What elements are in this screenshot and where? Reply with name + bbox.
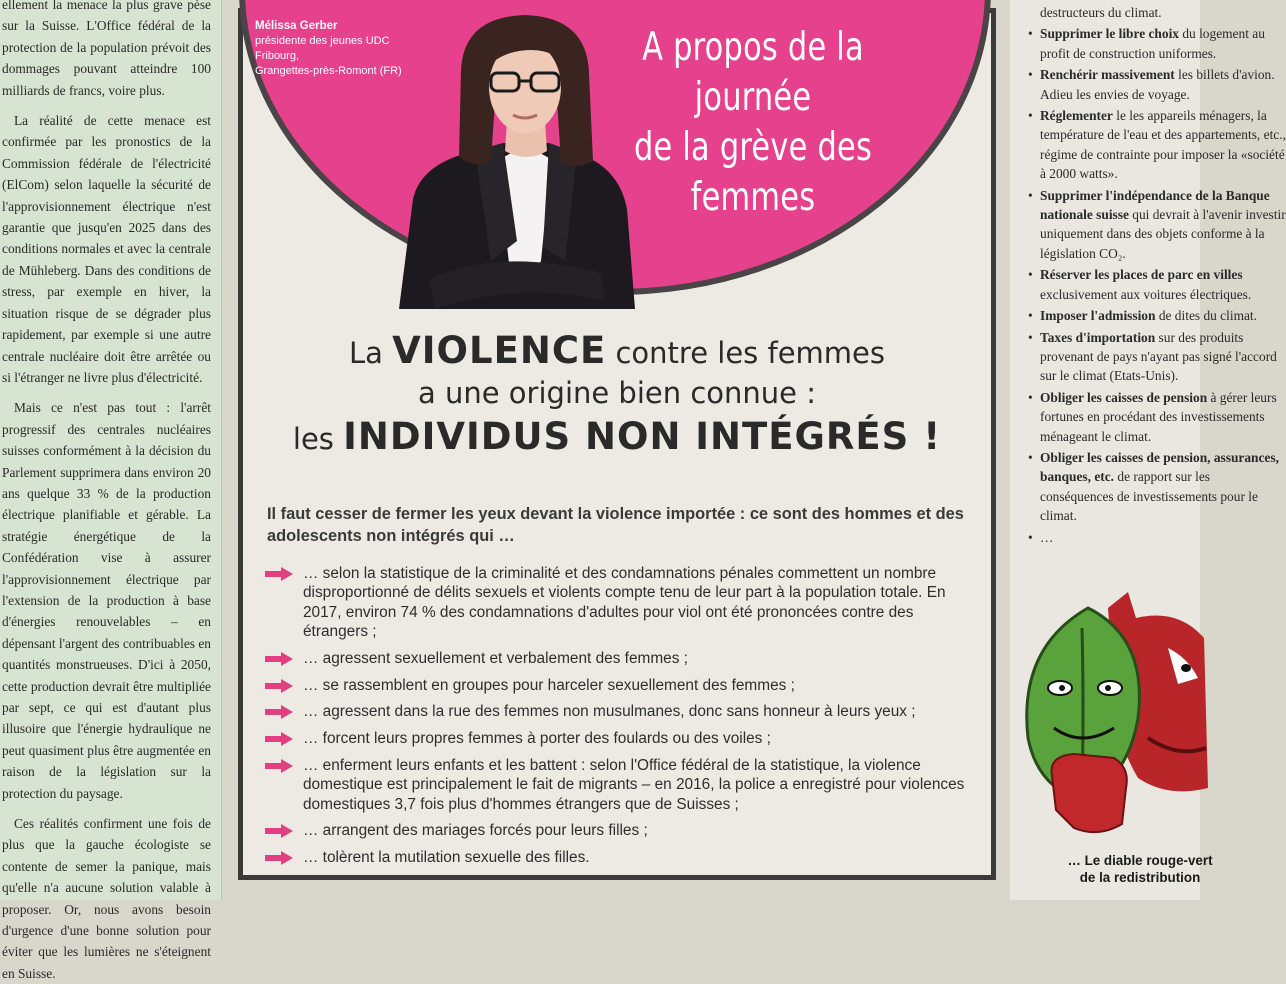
list-item: … arrangent des mariages forcés pour leurs filles ; [265, 821, 977, 840]
arrow-icon [265, 759, 293, 773]
author-role: présidente des jeunes UDC Fribourg, [255, 35, 390, 62]
arrow-icon [265, 652, 293, 666]
list-item: … agressent sexuellement et verbalement des femmes ; [265, 649, 977, 668]
banner-title: A propos de la journée de la grève des femmes [633, 25, 873, 220]
lead-paragraph: Il faut cesser de fermer les yeux devant la violence importée : ce sont des hommes et des adolescents non intégrés qui … [267, 505, 964, 545]
right-list-item: • Renchérir massivement les billets d'avion. Adieu les envies de voyage. [1026, 65, 1286, 104]
right-list-item: • Obliger les caisses de pension, assurances, banques, etc. de rapport sur les conséquences de investissements pour le climat. [1026, 448, 1286, 526]
left-paragraph: La réalité de cette menace est confirmée par les pronostics de la Commission fédérale de l'électricité (ElCom) selon laquelle la sécurité de l'approvisionnement électrique n'est garantie que jusqu'en 2025 dans des conditions normales et avec la centrale de Mühleberg. Dans des conditions de stress, par exemple en hiver, la situation risque de se dégrader plus rapidement, par exemple si une autre centrale nucléaire doit être arrêtée ou si l'étranger ne livre plus d'électricité. [2, 113, 211, 385]
right-list-item: destructeurs du climat. [1040, 5, 1162, 20]
author-location: Grangettes-près-Romont (FR) [255, 65, 402, 77]
arrow-icon [265, 824, 293, 838]
illustration-caption: … Le diable rouge-vert de la redistribution [1067, 853, 1213, 885]
list-item: … selon la statistique de la criminalité et des condamnations pénales commettent un nombre disproportionné de délits sexuels et violents compte tenu de leur part à la population totale. En 2017, environ 74 % des condamnations d'adultes pour viol ont été prononcées contre des étrangers ; [265, 564, 977, 642]
right-list-item: • Imposer l'admission de dites du climat. [1026, 306, 1286, 325]
article-box [238, 8, 996, 880]
left-text-column [0, 0, 222, 981]
right-text-column [1010, 0, 1286, 900]
arrow-icon [265, 851, 293, 865]
headline: La VIOLENCE contre les femmes a une origine bien connue : les INDIVIDUS NON INTÉGRÉS ! [292, 329, 942, 458]
right-list-item: • … [1026, 528, 1286, 547]
right-list-item: • Réserver les places de parc en villes exclusivement aux voitures électriques. [1026, 265, 1286, 304]
left-paragraph: ellement la menace la plus grave pèse sur la Suisse. L'Office fédéral de la protection de la population prévoit des dommages pouvant atteindre 100 milliards de francs, voire plus. [2, 0, 211, 98]
right-list [1026, 3, 1286, 547]
right-list-item: • Réglementer le les appareils ménagers, la température de l'eau et des appartements, etc., régime de contrainte pour imposer la «société à 2000 watts». [1026, 106, 1286, 184]
arrow-icon [265, 567, 293, 581]
list-item: … tolèrent la mutilation sexuelle des filles. [265, 848, 977, 867]
author-name: Mélissa Gerber [255, 20, 338, 32]
right-list-item: • Taxes d'importation sur des produits provenant de pays n'ayant pas signé l'accord sur le climat (Etats-Unis). [1026, 328, 1286, 386]
list-item: … forcent leurs propres femmes à porter des foulards ou des voiles ; [265, 729, 977, 748]
bullet-list [265, 564, 977, 875]
devil-illustration [1018, 588, 1208, 838]
left-paragraph: Ces réalités confirment une fois de plus que la gauche écologiste se contente de semer la panique, mais qu'elle n'a aucune solution valable à proposer. Or, nous avons besoin d'urgence d'une bonne solution pour éviter que les lumières ne s'éteignent en Suisse. [2, 816, 211, 981]
right-list-item: • Supprimer l'indépendance de la Banque nationale suisse qui devrait à l'avenir investir uniquement dans des objets conforme à la législation CO₂. [1026, 186, 1286, 264]
list-item: … se rassemblent en groupes pour harceler sexuellement des femmes ; [265, 676, 977, 695]
arrow-icon [265, 705, 293, 719]
list-item: … agressent dans la rue des femmes non musulmanes, donc sans honneur à leurs yeux ; [265, 702, 977, 721]
left-paragraph: Mais ce n'est pas tout : l'arrêt progressif des centrales nucléaires suisses conformément à la décision du Parlement supprimera dans environ 20 ans quelque 33 % de la production électrique planifiable et gérable. La stratégie énergétique de la Confédération vise à assurer l'approvisionnement électrique par l'extension de la production à base d'énergies renouvelables – en dépensant l'argent des contribuables en quantités monstrueuses. D'ici à 2050, cette production devrait être multipliée par sept, ce qui est d'autant plus illusoire que l'énergie hydraulique ne peut quasiment plus être augmentée en raison de la législation sur la protection du paysage. [2, 400, 211, 801]
list-item: … enferment leurs enfants et les battent : selon l'Office fédéral de la statistique, la violence domestique est principalement le fait de migrants – en 2016, la police a enregistré pour violences domestiques 3,7 fois plus d'hommes étrangers que de Suisses ; [265, 756, 977, 814]
right-list-item: • Obliger les caisses de pension à gérer leurs fortunes en procédant des investissements ménageant le climat. [1026, 388, 1286, 446]
right-list-item: • Supprimer le libre choix du logement au profit de construction uniformes. [1026, 24, 1286, 63]
arrow-icon [265, 679, 293, 693]
arrow-icon [265, 732, 293, 746]
